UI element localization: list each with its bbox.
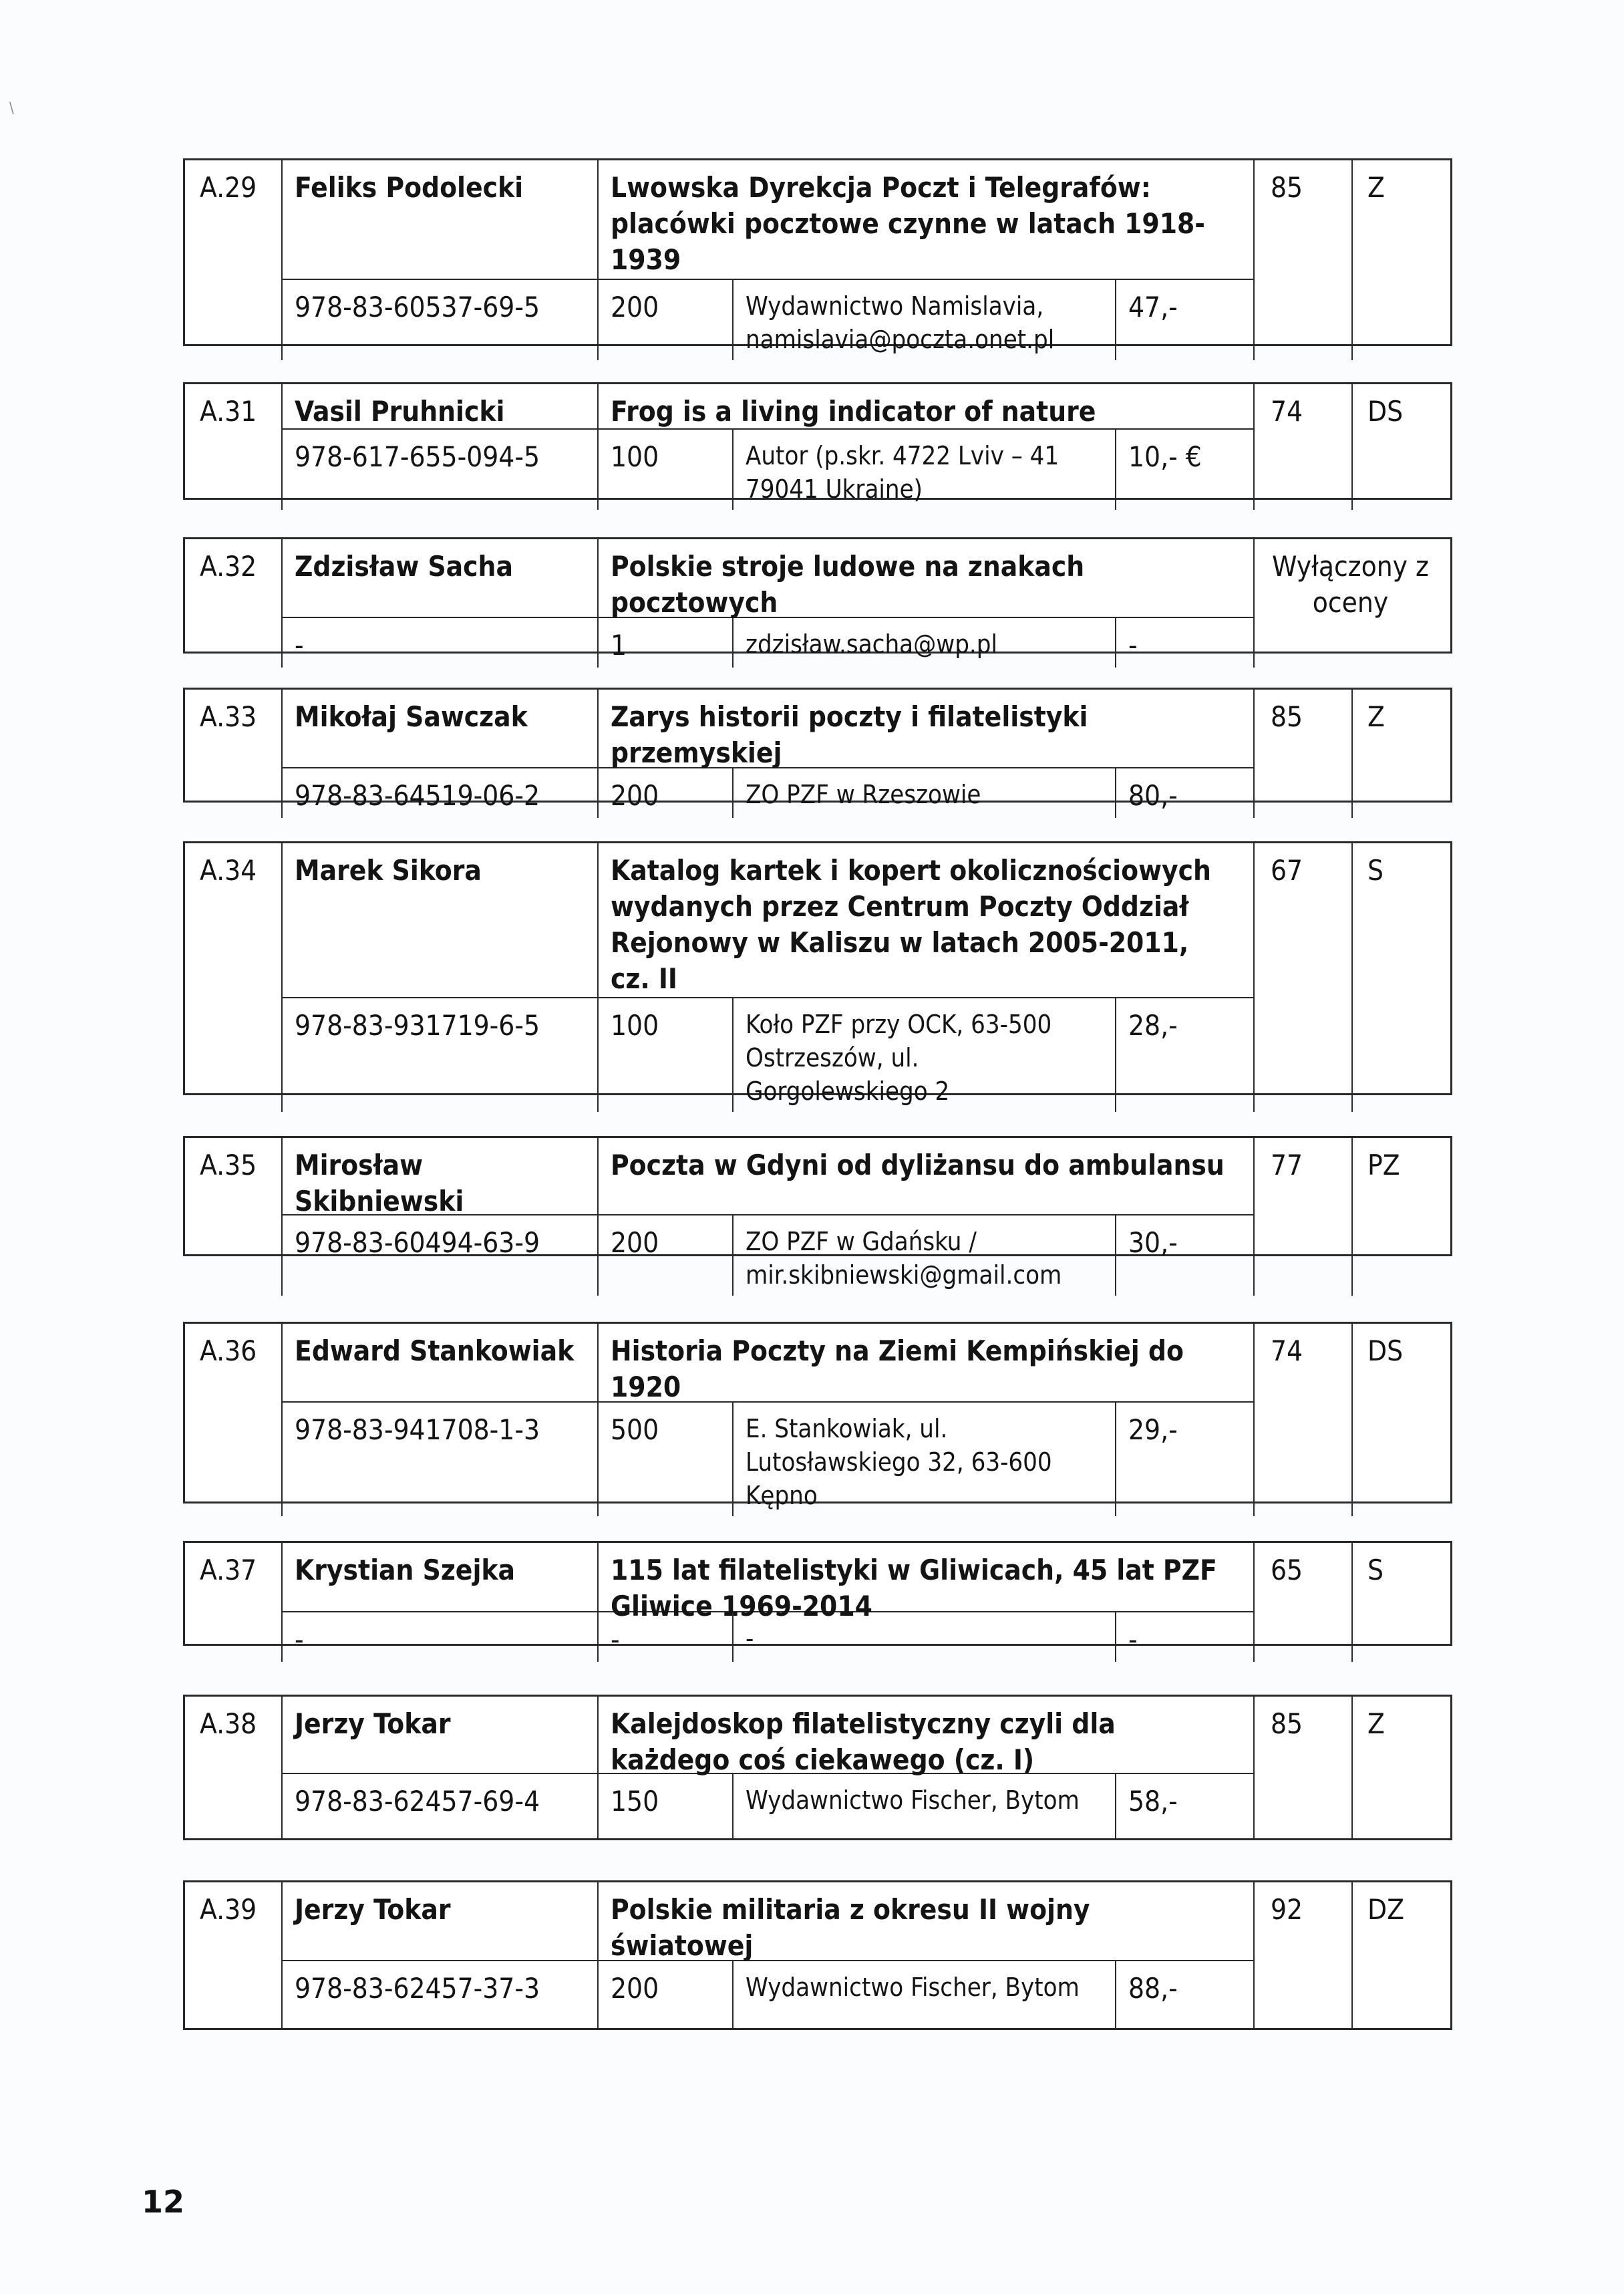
entry-number: A.32 [185, 539, 283, 668]
entry-isbn: - [283, 1612, 599, 1662]
entry-rating: Z [1367, 700, 1385, 733]
entry-title: Polskie stroje ludowe na znakach pocztowych [599, 539, 1255, 618]
catalog-entry [183, 1322, 1452, 1510]
entry-copies: - [599, 1612, 734, 1662]
entry-copies: 200 [599, 768, 734, 818]
entry-title: 115 lat filatelistyki w Gliwicach, 45 lat PZF Gliwice 1969-2014 [599, 1543, 1255, 1612]
entry-score: 77 [1255, 1138, 1353, 1296]
entry-score: 85 [1255, 160, 1353, 360]
entry-rating: S [1367, 854, 1384, 887]
entry-copies: 100 [599, 998, 734, 1112]
entry-author: Mirosław Skibniewski [283, 1138, 599, 1215]
entry-price: 28,- [1116, 998, 1255, 1112]
entry-publisher: zdzisław.sacha@wp.pl [734, 618, 1116, 668]
entry-publisher: E. Stankowiak, ul. Lutosławskiego 32, 63-600 Kępno [734, 1403, 1116, 1516]
entry-author: Feliks Podolecki [283, 160, 599, 280]
entry-isbn: 978-83-62457-69-4 [283, 1774, 599, 1838]
entry-score: 85 [1255, 1697, 1353, 1838]
entry-number: A.34 [185, 843, 283, 1112]
catalog-entry [183, 688, 1452, 812]
entry-title: Kalejdoskop filatelistyczny czyli dla każdego coś ciekawego (cz. I) [599, 1697, 1255, 1774]
entry-publisher: Koło PZF przy OCK, 63-500 Ostrzeszów, ul. Gorgolewskiego 2 [734, 998, 1116, 1112]
entry-price: 30,- [1116, 1215, 1255, 1296]
catalog-entry [183, 1695, 1452, 1840]
entry-title: Frog is a living indicator of nature [599, 384, 1255, 430]
entry-author: Vasil Pruhnicki [283, 384, 599, 430]
entry-title: Historia Poczty na Ziemi Kempińskiej do 1920 [599, 1324, 1255, 1403]
catalog-entry [183, 1136, 1452, 1290]
entry-author: Zdzisław Sacha [283, 539, 599, 618]
catalog-entry [183, 537, 1452, 662]
entry-isbn: 978-617-655-094-5 [283, 430, 599, 510]
entry-publisher: Autor (p.skr. 4722 Lviv – 41 79041 Ukraine) [734, 430, 1116, 510]
entry-publisher: Wydawnictwo Fischer, Bytom [734, 1774, 1116, 1838]
entry-publisher: ZO PZF w Rzeszowie [734, 768, 1116, 818]
entry-number: A.39 [185, 1882, 283, 2028]
entry-score: 65 [1255, 1543, 1353, 1662]
entry-publisher: ZO PZF w Gdańsku / mir.skibniewski@gmail.com [734, 1215, 1116, 1296]
entry-price: 47,- [1116, 280, 1255, 360]
entry-copies: 200 [599, 1961, 734, 2028]
entry-price: - [1116, 1612, 1255, 1662]
entry-isbn: 978-83-64519-06-2 [283, 768, 599, 818]
entry-rating: DS [1367, 1334, 1404, 1367]
entry-number: A.33 [185, 690, 283, 818]
page-number: 12 [142, 2184, 185, 2220]
entry-score: 92 [1255, 1882, 1353, 2028]
entry-rating: DS [1367, 395, 1404, 428]
entry-isbn: 978-83-941708-1-3 [283, 1403, 599, 1516]
entry-author: Marek Sikora [283, 843, 599, 998]
entry-author: Mikołaj Sawczak [283, 690, 599, 768]
entry-isbn: - [283, 618, 599, 668]
entry-copies: 200 [599, 1215, 734, 1296]
entry-rating: DZ [1367, 1893, 1404, 1926]
entry-price: 10,- € [1116, 430, 1255, 510]
entry-publisher: Wydawnictwo Namislavia, namislavia@poczta.onet.pl [734, 280, 1116, 360]
entry-author: Edward Stankowiak [283, 1324, 599, 1403]
entry-copies: 100 [599, 430, 734, 510]
entry-rating: Wyłączony z oceny [1272, 550, 1429, 619]
entry-author: Krystian Szejka [283, 1543, 599, 1612]
catalog-entry [183, 1880, 1452, 2030]
catalog-entry [183, 158, 1452, 354]
scan-mark: \ [9, 100, 14, 117]
entry-copies: 200 [599, 280, 734, 360]
entry-price: 29,- [1116, 1403, 1255, 1516]
entry-title: Polskie militaria z okresu II wojny światowej [599, 1882, 1255, 1961]
entry-title: Katalog kartek i kopert okolicznościowych wydanych przez Centrum Poczty Oddział Rejonowy w Kaliszu w latach 2005-2011, cz. II [599, 843, 1255, 998]
entry-rating: Z [1367, 1707, 1385, 1740]
entry-copies: 150 [599, 1774, 734, 1838]
entry-score: 74 [1255, 1324, 1353, 1516]
entry-author: Jerzy Tokar [283, 1882, 599, 1961]
entry-rating: Z [1367, 171, 1385, 204]
entry-isbn: 978-83-60494-63-9 [283, 1215, 599, 1296]
entry-price: 88,- [1116, 1961, 1255, 2028]
entry-title: Lwowska Dyrekcja Poczt i Telegrafów: placówki pocztowe czynne w latach 1918-1939 [599, 160, 1255, 280]
catalog-entry [183, 382, 1452, 504]
entry-number: A.37 [185, 1543, 283, 1662]
catalog-entry [183, 841, 1452, 1106]
entry-score: 67 [1255, 843, 1353, 1112]
entry-isbn: 978-83-60537-69-5 [283, 280, 599, 360]
entry-number: A.38 [185, 1697, 283, 1838]
entry-number: A.29 [185, 160, 283, 360]
entry-author: Jerzy Tokar [283, 1697, 599, 1774]
entry-number: A.36 [185, 1324, 283, 1516]
entry-copies: 500 [599, 1403, 734, 1516]
entry-isbn: 978-83-62457-37-3 [283, 1961, 599, 2028]
entry-title: Zarys historii poczty i filatelistyki przemyskiej [599, 690, 1255, 768]
entry-price: 58,- [1116, 1774, 1255, 1838]
entry-publisher: Wydawnictwo Fischer, Bytom [734, 1961, 1116, 2028]
entry-copies: 1 [599, 618, 734, 668]
entry-score: 74 [1255, 384, 1353, 510]
entry-price: 80,- [1116, 768, 1255, 818]
entry-isbn: 978-83-931719-6-5 [283, 998, 599, 1112]
entry-number: A.31 [185, 384, 283, 510]
entry-rating: PZ [1367, 1149, 1400, 1181]
entry-title: Poczta w Gdyni od dyliżansu do ambulansu [599, 1138, 1255, 1215]
entry-price: - [1116, 618, 1255, 668]
entry-score: 85 [1255, 690, 1353, 818]
entry-publisher: - [734, 1612, 1116, 1662]
entry-number: A.35 [185, 1138, 283, 1296]
catalog-entry [183, 1541, 1452, 1656]
entry-rating: S [1367, 1554, 1384, 1586]
